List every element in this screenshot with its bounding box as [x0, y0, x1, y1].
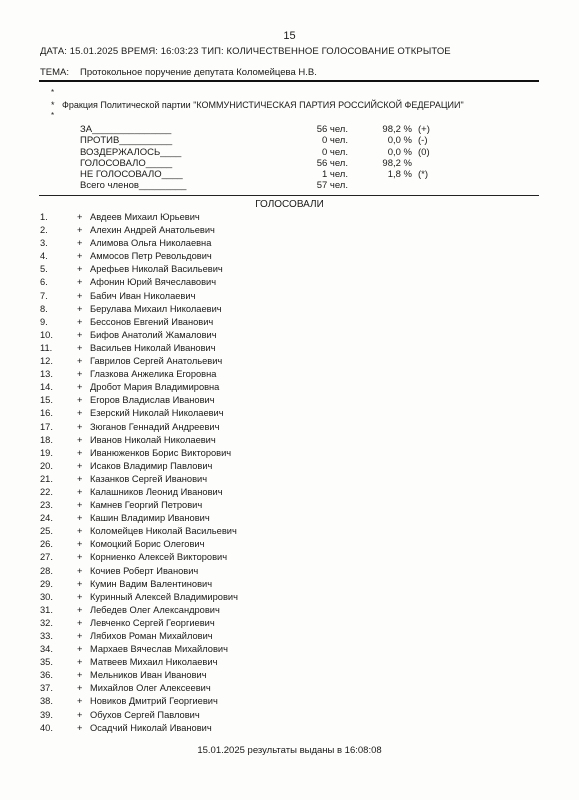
- voter-number: 29.: [40, 578, 53, 589]
- voter-number: 35.: [40, 657, 53, 668]
- topic-label: ТЕМА:: [40, 67, 70, 78]
- stats-count: 0 чел.: [321, 146, 348, 158]
- stats-count: 57 чел.: [316, 180, 348, 192]
- voter-row: [40, 512, 238, 525]
- voter-number: 13.: [40, 369, 53, 380]
- stats-percent: 98,2 %: [382, 157, 412, 169]
- voter-number: 17.: [40, 421, 53, 432]
- voter-row: [40, 591, 238, 604]
- voter-number: 4.: [40, 251, 48, 262]
- voter-name: Дробот Мария Владимировна: [90, 382, 220, 393]
- voter-number: 14.: [40, 382, 53, 393]
- voter-name: Левченко Сергей Георгиевич: [90, 617, 215, 628]
- voter-number: 3.: [40, 238, 48, 249]
- voter-row: [40, 695, 238, 708]
- stats-label: ЗА_______________: [80, 124, 172, 135]
- voter-row: [40, 578, 238, 591]
- footer-timestamp: 15.01.2025 результаты выданы в 16:08:08: [197, 745, 382, 756]
- stats-row: [80, 124, 458, 135]
- stats-percent: 98,2 %: [382, 124, 412, 135]
- voter-number: 30.: [40, 591, 53, 602]
- voter-name: Аммосов Петр Револьдович: [90, 251, 212, 262]
- stats-label: ПРОТИВ__________: [80, 135, 173, 147]
- voter-row: [40, 329, 238, 342]
- voter-number: 27.: [40, 552, 53, 563]
- voter-row: [40, 290, 238, 303]
- voter-vote-mark: +: [77, 369, 83, 380]
- voter-name: Зюганов Геннадий Андреевич: [90, 421, 220, 432]
- voter-row: [40, 669, 238, 682]
- vote-stats-table: [80, 124, 458, 192]
- voter-vote-mark: +: [77, 617, 83, 628]
- voter-number: 19.: [40, 447, 53, 458]
- voter-row: [40, 604, 238, 617]
- voter-vote-mark: +: [77, 486, 83, 497]
- voter-number: 1.: [40, 212, 48, 222]
- voter-vote-mark: +: [77, 303, 83, 314]
- voter-vote-mark: +: [77, 696, 83, 707]
- voter-name: Васильев Николай Иванович: [90, 342, 216, 353]
- voter-name: Обухов Сергей Павлович: [90, 709, 200, 720]
- voter-row: [40, 538, 238, 551]
- voter-name: Алехин Андрей Анатольевич: [90, 225, 215, 236]
- voter-name: Афонин Юрий Вячеславович: [90, 277, 217, 288]
- voter-row: [40, 473, 238, 486]
- voter-number: 15.: [40, 395, 53, 406]
- voter-name: Кочиев Роберт Иванович: [90, 565, 199, 576]
- stats-count: 0 чел.: [321, 135, 348, 147]
- page-number: 15: [283, 30, 296, 42]
- voter-number: 7.: [40, 290, 48, 301]
- voter-name: Лебедев Олег Александрович: [90, 604, 220, 615]
- voter-row: [40, 630, 238, 643]
- voter-vote-mark: +: [77, 722, 83, 733]
- voter-row: [40, 709, 238, 722]
- voter-vote-mark: +: [77, 670, 83, 681]
- voter-number: 40.: [40, 722, 53, 733]
- voter-name: Кумин Вадим Валентинович: [90, 578, 213, 589]
- faction-line: [51, 100, 464, 110]
- voted-heading: ГОЛОСОВАЛИ: [255, 199, 324, 210]
- stats-row: [80, 180, 458, 191]
- voter-row: [40, 276, 238, 289]
- voter-name: Камнев Георгий Петрович: [90, 500, 203, 511]
- voter-number: 9.: [40, 316, 48, 327]
- voter-number: 24.: [40, 513, 53, 524]
- voter-row: [40, 211, 238, 224]
- voter-row: [40, 368, 238, 381]
- voter-row: [40, 381, 238, 394]
- voter-name: Мархаев Вячеслав Михайлович: [90, 644, 228, 655]
- voter-row: [40, 355, 238, 368]
- voter-vote-mark: +: [77, 290, 83, 301]
- stats-label: Всего членов_________: [80, 180, 187, 192]
- voter-row: [40, 525, 238, 538]
- voter-row: [40, 342, 238, 355]
- voter-number: 36.: [40, 670, 53, 681]
- voter-vote-mark: +: [77, 342, 83, 353]
- voter-name: Бессонов Евгений Иванович: [90, 316, 214, 327]
- voter-name: Бабич Иван Николаевич: [90, 290, 196, 301]
- voter-name: Новиков Дмитрий Георгиевич: [90, 696, 218, 707]
- voter-vote-mark: +: [77, 500, 83, 511]
- voter-row: [40, 682, 238, 695]
- header-divider: [39, 80, 539, 82]
- voter-number: 21.: [40, 473, 53, 484]
- voter-row: [40, 460, 238, 473]
- voter-vote-mark: +: [77, 552, 83, 563]
- stats-count: 56 чел.: [316, 157, 348, 169]
- star-marker: *: [51, 111, 55, 120]
- voter-number: 26.: [40, 539, 53, 550]
- voter-name: Калашников Леонид Иванович: [90, 486, 223, 497]
- voter-vote-mark: +: [77, 657, 83, 668]
- voter-vote-mark: +: [77, 251, 83, 262]
- stats-mark: [412, 158, 458, 169]
- voter-vote-mark: +: [77, 447, 83, 458]
- voter-vote-mark: +: [77, 631, 83, 641]
- star-marker: *: [51, 100, 55, 110]
- voter-row: [40, 407, 238, 420]
- voter-vote-mark: +: [77, 683, 83, 694]
- voter-number: 25.: [40, 526, 53, 537]
- voter-name: Езерский Николай Николаевич: [90, 408, 224, 419]
- stats-mark: (0): [418, 146, 430, 158]
- voter-vote-mark: +: [77, 408, 83, 419]
- voter-row: [40, 316, 238, 329]
- star-marker: *: [51, 88, 55, 97]
- voter-row: [40, 303, 238, 316]
- voter-row: [40, 486, 238, 499]
- voter-number: 12.: [40, 356, 53, 367]
- voter-row: [40, 722, 238, 735]
- voter-vote-mark: +: [77, 473, 83, 484]
- voter-vote-mark: +: [77, 604, 83, 615]
- voter-vote-mark: +: [77, 264, 83, 275]
- voter-name: Алимова Ольга Николаевна: [90, 238, 212, 249]
- voter-vote-mark: +: [77, 644, 83, 655]
- voter-name: Глазкова Анжелика Егоровна: [90, 369, 217, 380]
- voter-vote-mark: +: [77, 709, 83, 720]
- voter-number: 39.: [40, 709, 53, 720]
- voter-vote-mark: +: [77, 591, 83, 602]
- voter-name: Корниенко Алексей Викторович: [90, 552, 228, 563]
- voter-number: 33.: [40, 631, 53, 641]
- voter-row: [40, 499, 238, 512]
- voter-vote-mark: +: [77, 329, 83, 340]
- stats-count: 56 чел.: [316, 124, 348, 135]
- voter-row: [40, 263, 238, 276]
- voter-number: 37.: [40, 683, 53, 694]
- voter-vote-mark: +: [77, 526, 83, 537]
- voter-name: Казанков Сергей Иванович: [90, 473, 208, 484]
- voter-number: 8.: [40, 303, 48, 314]
- voter-number: 23.: [40, 500, 53, 511]
- voter-row: [40, 551, 238, 564]
- voter-name: Гаврилов Сергей Анатольевич: [90, 356, 223, 367]
- stats-mark: (+): [418, 124, 430, 135]
- voter-number: 31.: [40, 604, 53, 615]
- voter-vote-mark: +: [77, 212, 83, 222]
- voter-number: 22.: [40, 486, 53, 497]
- voter-name: Иванюженков Борис Викторович: [90, 447, 232, 458]
- voter-name: Комоцкий Борис Олегович: [90, 539, 205, 550]
- voter-row: [40, 447, 238, 460]
- voter-number: 11.: [40, 342, 53, 353]
- voter-row: [40, 643, 238, 656]
- topic-text: Протокольное поручение депутата Коломейцева Н.В.: [80, 67, 317, 78]
- voter-vote-mark: +: [77, 238, 83, 249]
- stats-percent: 0,0 %: [387, 146, 412, 158]
- stats-row: [80, 147, 458, 158]
- voter-name: Матвеев Михаил Николаевич: [90, 657, 218, 668]
- stats-mark: [412, 180, 458, 191]
- voter-vote-mark: +: [77, 421, 83, 432]
- voter-number: 16.: [40, 408, 53, 419]
- voter-number: 38.: [40, 696, 53, 707]
- voter-vote-mark: +: [77, 434, 83, 445]
- voter-name: Бифов Анатолий Жамалович: [90, 329, 217, 340]
- voter-name: Куринный Алексей Владимирович: [90, 591, 238, 602]
- topic-line: [40, 67, 317, 78]
- voter-row: [40, 434, 238, 447]
- voter-number: 32.: [40, 617, 53, 628]
- stats-row: [80, 135, 458, 146]
- voter-name: Авдеев Михаил Юрьевич: [90, 212, 200, 222]
- stats-row: [80, 158, 458, 169]
- voter-number: 5.: [40, 264, 48, 275]
- voter-name: Исаков Владимир Павлович: [90, 460, 213, 471]
- voter-name: Кашин Владимир Иванович: [90, 513, 210, 524]
- voter-name: Егоров Владислав Иванович: [90, 395, 215, 406]
- voter-row: [40, 617, 238, 630]
- voter-vote-mark: +: [77, 225, 83, 236]
- stats-percent: 1,8 %: [387, 169, 412, 181]
- voter-number: 34.: [40, 644, 53, 655]
- voter-row: [40, 250, 238, 263]
- voter-row: [40, 565, 238, 578]
- stats-percent: 0,0 %: [387, 135, 412, 147]
- voter-vote-mark: +: [77, 539, 83, 550]
- faction-name: Фракция Политической партии "КОММУНИСТИЧЕСКАЯ ПАРТИЯ РОССИЙСКОЙ ФЕДЕРАЦИИ": [62, 100, 464, 110]
- stats-row: [80, 169, 458, 180]
- header-line: ДАТА: 15.01.2025 ВРЕМЯ: 16:03:23 ТИП: КОЛИЧЕСТВЕННОЕ ГОЛОСОВАНИЕ ОТКРЫТОЕ: [40, 46, 451, 57]
- voter-number: 2.: [40, 225, 48, 236]
- stats-label: ГОЛОСОВАЛО_____: [80, 157, 173, 169]
- voter-vote-mark: +: [77, 277, 83, 288]
- stats-label: НЕ ГОЛОСОВАЛО____: [80, 169, 183, 181]
- voter-number: 28.: [40, 565, 53, 576]
- voter-vote-mark: +: [77, 395, 83, 406]
- stats-label: ВОЗДЕРЖАЛОСЬ____: [80, 146, 182, 158]
- stats-count: 1 чел.: [321, 169, 348, 181]
- voter-number: 20.: [40, 460, 53, 471]
- stats-percent: [348, 180, 412, 191]
- voter-number: 6.: [40, 277, 48, 288]
- voter-list: [40, 211, 238, 735]
- voter-name: Мельников Иван Иванович: [90, 670, 207, 681]
- voter-vote-mark: +: [77, 316, 83, 327]
- voter-name: Лябихов Роман Михайлович: [90, 631, 213, 641]
- stats-mark: (*): [418, 169, 429, 181]
- voter-vote-mark: +: [77, 356, 83, 367]
- voter-row: [40, 394, 238, 407]
- voter-row: [40, 421, 238, 434]
- voter-row: [40, 656, 238, 669]
- voter-name: Иванов Николай Николаевич: [90, 434, 216, 445]
- voter-row: [40, 237, 238, 250]
- voter-row: [40, 224, 238, 237]
- voter-name: Михайлов Олег Алексеевич: [90, 683, 211, 694]
- voter-name: Коломейцев Николай Васильевич: [90, 526, 237, 537]
- voter-number: 10.: [40, 329, 53, 340]
- voter-vote-mark: +: [77, 578, 83, 589]
- voter-name: Берулава Михаил Николаевич: [90, 303, 222, 314]
- voter-vote-mark: +: [77, 460, 83, 471]
- voter-vote-mark: +: [77, 513, 83, 524]
- voter-number: 18.: [40, 434, 53, 445]
- voter-name: Арефьев Николай Васильевич: [90, 264, 223, 275]
- stats-divider: [39, 195, 539, 196]
- stats-mark: (-): [418, 135, 428, 147]
- voter-vote-mark: +: [77, 382, 83, 393]
- voter-vote-mark: +: [77, 565, 83, 576]
- voter-name: Осадчий Николай Иванович: [90, 722, 212, 733]
